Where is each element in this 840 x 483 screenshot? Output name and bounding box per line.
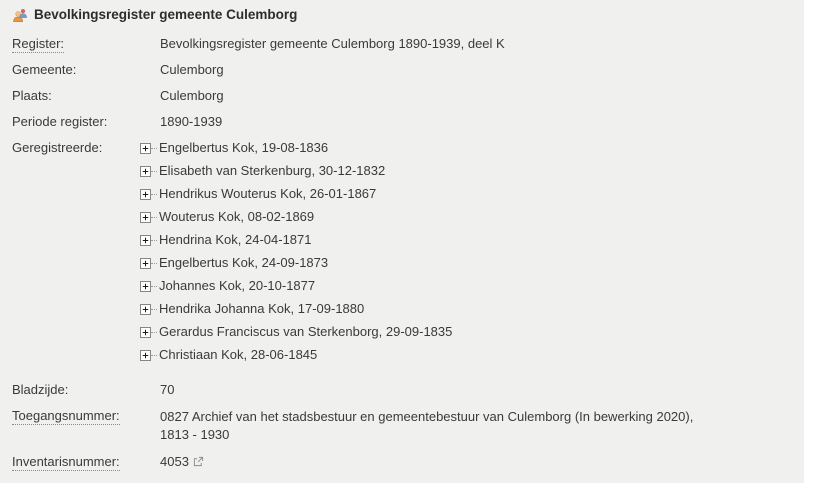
tree-connector [151, 148, 157, 149]
registered-person-row [140, 140, 452, 156]
gemeente-value: Culemborg [160, 62, 224, 77]
registered-person-row [140, 209, 452, 225]
registered-person-name: Christiaan Kok, 28-06-1845 [159, 347, 318, 362]
toegangsnummer-value-line2: 1813 - 1930 [160, 427, 230, 442]
registered-person-name: Engelbertus Kok, 24-09-1873 [159, 255, 329, 270]
field-plaats [12, 88, 794, 104]
registered-person-name: Gerardus Franciscus van Sterkenborg, 29-09-1835 [159, 324, 453, 339]
registered-person-name: Johannes Kok, 20-10-1877 [159, 278, 316, 293]
toegangsnummer-label [12, 408, 160, 424]
register-value: Bevolkingsregister gemeente Culemborg 1890-1939, deel K [160, 36, 505, 51]
plus-expand-icon[interactable] [140, 304, 151, 315]
registered-person-name: Hendrina Kok, 24-04-1871 [159, 232, 312, 247]
record-header [12, 7, 794, 23]
tree-connector [151, 240, 157, 241]
geregistreerde-label: Geregistreerde: [12, 140, 103, 155]
inventarisnummer-value[interactable]: 4053 [160, 454, 189, 469]
tree-connector [151, 263, 157, 264]
registered-person-name: Wouterus Kok, 08-02-1869 [159, 209, 315, 224]
plus-expand-icon[interactable] [140, 212, 151, 223]
registered-person-name: Hendrika Johanna Kok, 17-09-1880 [159, 301, 365, 316]
field-register [12, 36, 794, 52]
group-of-people-icon [12, 7, 28, 23]
inventarisnummer-label-tooltip-term[interactable]: Inventarisnummer: [12, 454, 120, 469]
tree-connector [151, 194, 157, 195]
field-geregistreerde [12, 140, 794, 370]
plus-expand-icon[interactable] [140, 258, 151, 269]
plus-expand-icon[interactable] [140, 281, 151, 292]
registered-person-row [140, 278, 452, 294]
bladzijde-value: 70 [160, 382, 175, 397]
registered-person-row [140, 324, 452, 340]
toegangsnummer-value [160, 408, 693, 444]
gemeente-label: Gemeente: [12, 62, 77, 77]
register-label [12, 36, 160, 52]
field-bladzijde [12, 382, 794, 398]
register-label-tooltip-term[interactable]: Register: [12, 36, 65, 51]
tree-connector [151, 309, 157, 310]
plus-expand-icon[interactable] [140, 327, 151, 338]
periode-register-label: Periode register: [12, 114, 108, 129]
toegangsnummer-value-line1: 0827 Archief van het stadsbestuur en gemeentebestuur van Culemborg (In bewerking 2020), [160, 409, 694, 424]
external-link-icon[interactable] [193, 456, 204, 467]
plus-expand-icon[interactable] [140, 166, 151, 177]
tree-connector [151, 171, 157, 172]
tree-connector [151, 332, 157, 333]
tree-connector [151, 286, 157, 287]
registered-person-name: Engelbertus Kok, 19-08-1836 [159, 140, 329, 155]
tree-connector [151, 217, 157, 218]
bladzijde-label: Bladzijde: [12, 382, 69, 397]
plus-expand-icon[interactable] [140, 143, 151, 154]
plaats-label: Plaats: [12, 88, 52, 103]
plus-expand-icon[interactable] [140, 350, 151, 361]
registered-persons-list [140, 140, 452, 370]
inventarisnummer-link[interactable] [160, 454, 204, 470]
field-gemeente [12, 62, 794, 78]
registered-person-row [140, 255, 452, 271]
plus-expand-icon[interactable] [140, 189, 151, 200]
registered-person-row [140, 163, 452, 179]
periode-register-value: 1890-1939 [160, 114, 223, 129]
registered-person-row [140, 186, 452, 202]
field-periode-register [12, 114, 794, 130]
registered-person-row [140, 232, 452, 248]
tree-connector [151, 355, 157, 356]
registered-person-row [140, 301, 452, 317]
inventarisnummer-label [12, 454, 160, 470]
plaats-value: Culemborg [160, 88, 224, 103]
page-title: Bevolkingsregister gemeente Culemborg [34, 7, 298, 22]
field-inventarisnummer [12, 454, 794, 470]
registered-person-name: Elisabeth van Sterkenburg, 30-12-1832 [159, 163, 386, 178]
registered-person-row [140, 347, 452, 363]
plus-expand-icon[interactable] [140, 235, 151, 246]
registered-person-name: Hendrikus Wouterus Kok, 26-01-1867 [159, 186, 377, 201]
toegangsnummer-label-tooltip-term[interactable]: Toegangsnummer: [12, 408, 120, 423]
field-toegangsnummer [12, 408, 794, 444]
